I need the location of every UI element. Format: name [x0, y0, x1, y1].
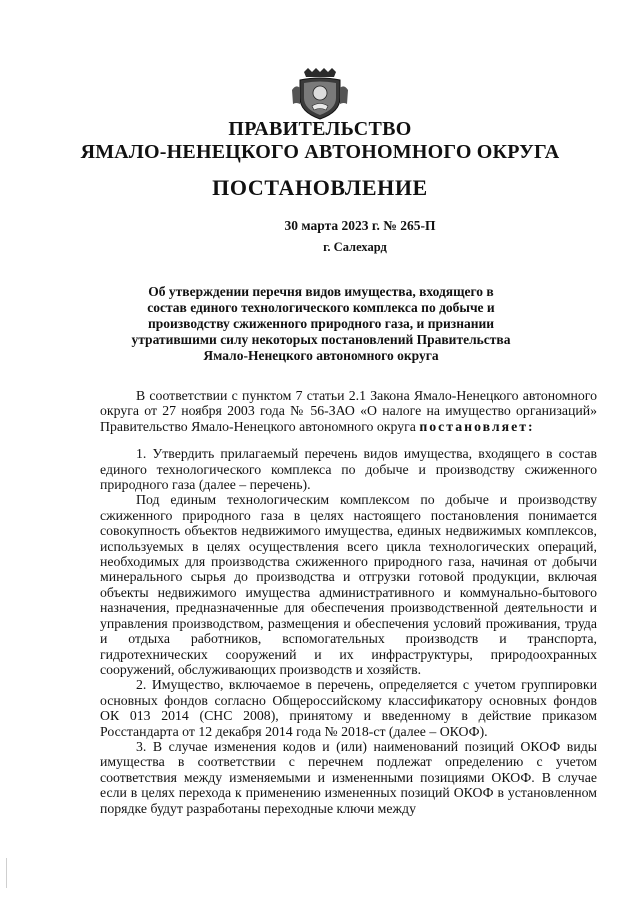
preamble-text: В соответствии с пунктом 7 статьи 2.1 Закона Ямало-Ненецкого автономного округа от 27 ноября 2003 года № 56-ЗАО «О налоге на имущество организаций» Правительство Ямало-Ненецкого автономного округа — [100, 388, 597, 434]
document-type: ПОСТАНОВЛЕНИЕ — [212, 175, 428, 200]
region-title: ЯМАЛО-НЕНЕЦКОГО АВТОНОМНОГО ОКРУГА — [80, 141, 560, 163]
document-title: Об утверждении перечня видов имущества, входящего в состав единого технологического комплекса по добыче и производству сжиженного природного газа, и признании утратившими силу некоторых постановлений Правительства Ямало-Ненецкого автономного округа — [131, 284, 511, 363]
margin-mark — [6, 858, 7, 888]
government-title: ПРАВИТЕЛЬСТВО — [228, 118, 412, 140]
paragraph: 2. Имущество, включаемое в перечень, определяется с учетом группировки основных фондов согласно Общероссийскому классификатору основных фондов ОК 013 2014 (СНС 2008), принятому и введенному в действие приказом Росстандарта от 12 декабря 2014 года № 2018-ст (далее – ОКОФ). — [100, 677, 597, 739]
date-number-line — [0, 218, 640, 234]
coat-of-arms-icon — [290, 68, 350, 120]
resolves-word: постановляет: — [419, 418, 535, 434]
paragraph: 3. В случае изменения кодов и (или) наименований позиций ОКОФ виды имущества в соответствии с перечнем подлежат определению с учетом соответствия между изменяемыми и измененными позициями ОКОФ. В случае если в целях перехода к применению измененных позиций ОКОФ в установленном порядке будут разработаны переходные ключи между — [100, 738, 597, 816]
paragraph: 1. Утвердить прилагаемый перечень видов имущества, входящего в состав единого технологического комплекса по добыче и производству сжиженного природного газа (далее – перечень). — [100, 446, 597, 493]
date-number: 30 марта 2023 г. № 265-П — [284, 218, 436, 233]
preamble — [100, 388, 597, 434]
city: г. Салехард — [323, 240, 387, 254]
city-line — [0, 240, 640, 255]
document-body — [100, 388, 597, 816]
paragraph: Под единым технологическим комплексом по добыче и производству сжиженного природного газа в целях настоящего постановления понимается совокупность объектов недвижимого имущества, единых недвижимых комплексов, используемых в целях осуществления всего цикла технологических операций, необходимых для производства сжиженного природного газа, начиная от добычи минерального сырья до производства и отгрузки готовой продукции, включая объекты недвижимого имущества административного и коммунально-бытового назначения, предназначенные для обеспечения производственной деятельности и управления производством, размещения и обеспечения условий проживания, труда и отдыха работников, вспомогательных производств и транспорта, гидротехнических сооружений и их инфраструктуры, природоохранных сооружений, обслуживающих производств и хозяйств. — [100, 492, 597, 677]
